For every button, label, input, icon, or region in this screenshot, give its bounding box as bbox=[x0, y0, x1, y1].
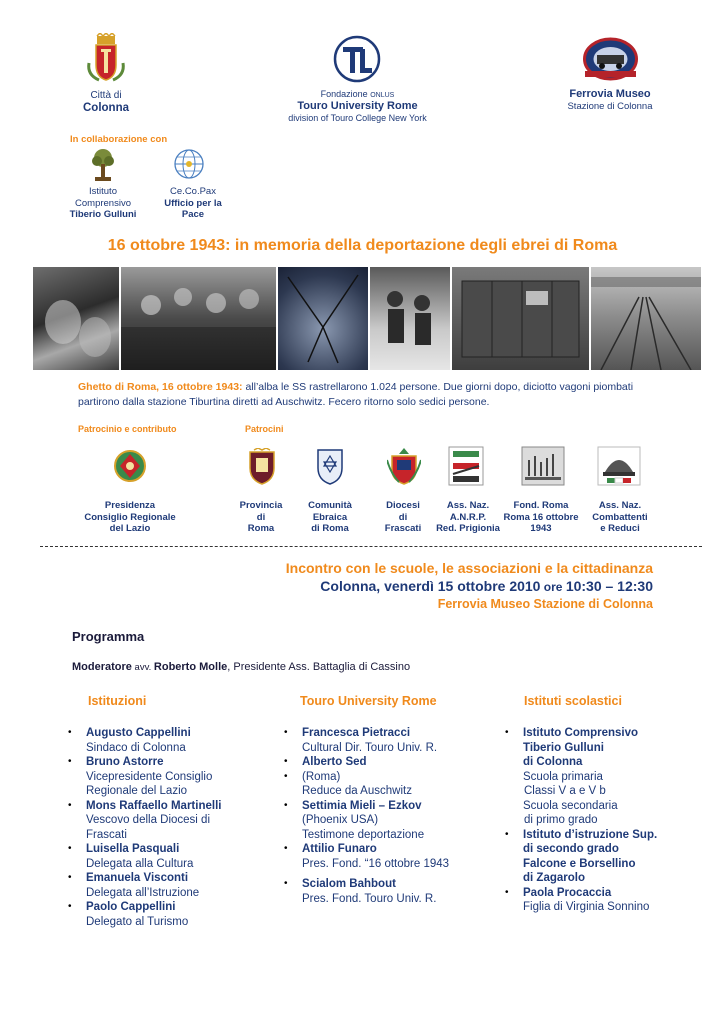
person-name: Paolo Cappellini bbox=[86, 901, 176, 913]
school-name: Tiberio Gulluni bbox=[523, 741, 604, 754]
patrocinio-label: Patrocinio e contributo bbox=[78, 424, 177, 434]
diocesi-crest-icon bbox=[387, 448, 419, 486]
person-role: Pres. Fond. “16 ottobre 1943 bbox=[302, 857, 450, 870]
citta-name: Colonna bbox=[83, 102, 129, 114]
page-title: 16 ottobre 1943: in memoria della deportazione degli ebrei di Roma bbox=[107, 237, 618, 254]
school-detail: Scuola primaria bbox=[523, 770, 603, 783]
bullet-icon: • bbox=[68, 872, 72, 883]
list-item bbox=[68, 871, 268, 900]
bullet-icon: • bbox=[284, 727, 288, 738]
list-item bbox=[284, 755, 484, 770]
divider bbox=[40, 546, 702, 547]
caption-line: Presidenza bbox=[104, 500, 156, 511]
list-item bbox=[505, 886, 705, 915]
person-role: Cultural Dir. Touro Univ. R. bbox=[302, 741, 438, 754]
caption-line: Ass. Naz. bbox=[598, 500, 642, 511]
moderatore-line bbox=[72, 661, 410, 673]
caption-line: Ass. Naz. bbox=[446, 500, 490, 511]
bullet-icon: • bbox=[68, 901, 72, 912]
person-role: Delegata alla Cultura bbox=[86, 857, 194, 870]
list-item bbox=[68, 799, 268, 843]
intro-paragraph bbox=[78, 380, 678, 410]
istituto-l3: Tiberio Gulluni bbox=[69, 209, 137, 220]
caption-anrp bbox=[432, 500, 504, 535]
caption-line: Roma bbox=[247, 523, 275, 534]
collab-label: In collaborazione con bbox=[70, 134, 168, 145]
person-role: Frascati bbox=[86, 828, 127, 841]
person-role: Testimone deportazione bbox=[302, 828, 425, 841]
person-name: Scialom Bahbout bbox=[302, 878, 396, 890]
caption-diocesi bbox=[370, 500, 436, 535]
caption-line: Diocesi bbox=[386, 500, 420, 511]
bullet-icon: • bbox=[68, 799, 72, 811]
cecopax-l1: Ce.Co.Pax bbox=[170, 186, 216, 197]
programma-label: Programma bbox=[72, 629, 145, 644]
intro-line1: all’alba le SS rastrellarono 1.024 persone. Due giorni dopo, diciotto vagoni piombati bbox=[242, 381, 634, 393]
person-name: Bruno Astorre bbox=[86, 756, 164, 768]
caption-line: Consiglio Regionale bbox=[84, 511, 176, 523]
caption-line: Frascati bbox=[384, 523, 422, 534]
cecopax-l3: Pace bbox=[181, 209, 205, 220]
photo-tree bbox=[278, 267, 368, 370]
bullet-icon: • bbox=[505, 727, 509, 738]
lazio-emblem-icon bbox=[113, 448, 145, 486]
caption-line: Red. Prigionia bbox=[436, 523, 500, 534]
person-name: Mons Raffaello Martinelli bbox=[86, 799, 222, 812]
caption-line: di Roma bbox=[311, 523, 349, 534]
photo-strip bbox=[33, 267, 701, 370]
caption-line: Provincia bbox=[239, 500, 283, 511]
list-touro bbox=[284, 726, 484, 906]
tree-logo-icon bbox=[90, 148, 116, 182]
bullet-icon: • bbox=[505, 886, 509, 898]
person-role: Sindaco di Colonna bbox=[86, 741, 186, 754]
photo-children bbox=[33, 267, 119, 370]
school-name: Falcone e Borsellino bbox=[523, 857, 636, 870]
cecopax-caption bbox=[150, 186, 236, 221]
person-role: Vescovo della Diocesi di bbox=[86, 814, 211, 826]
person-name: Luisella Pasquali bbox=[86, 843, 180, 855]
list-item bbox=[68, 755, 268, 799]
caption-fond-roma bbox=[500, 500, 582, 535]
person-role: Delegata all’Istruzione bbox=[86, 886, 200, 899]
caption-line: di bbox=[256, 511, 266, 523]
school-name: Istituto d’istruzione Sup. bbox=[523, 828, 658, 841]
patrocini-label: Patrocini bbox=[245, 424, 284, 434]
person-role: Delegato al Turismo bbox=[86, 915, 189, 928]
list-item bbox=[68, 842, 268, 871]
colonna-crest-icon bbox=[85, 33, 127, 83]
intro-lead: Ghetto di Roma, 16 ottobre 1943: bbox=[78, 381, 243, 393]
bullet-icon: • bbox=[68, 756, 72, 767]
list-item bbox=[284, 842, 484, 871]
caption-line: Roma 16 ottobre bbox=[503, 511, 579, 523]
event-heading: Incontro con le scuole, le associazioni e la cittadinanza bbox=[285, 560, 653, 576]
person-name: Attilio Funaro bbox=[302, 843, 377, 855]
list-item bbox=[505, 726, 705, 828]
touro-name: Touro University Rome bbox=[297, 100, 418, 112]
list-istituzioni bbox=[68, 726, 268, 929]
bullet-icon: • bbox=[68, 727, 72, 738]
list-item bbox=[284, 726, 484, 755]
list-item bbox=[284, 799, 484, 843]
caption-line: Comunità bbox=[308, 500, 352, 511]
person-name: Francesca Pietracci bbox=[302, 727, 411, 739]
caption-line: Combattenti bbox=[592, 511, 648, 523]
col-heading-touro: Touro University Rome bbox=[300, 694, 437, 708]
person-role: Regionale del Lazio bbox=[86, 785, 188, 797]
event-venue: Ferrovia Museo Stazione di Colonna bbox=[437, 597, 653, 611]
school-name: di secondo grado bbox=[523, 843, 619, 855]
person-name: Paola Procaccia bbox=[523, 886, 612, 899]
bullet-icon: • bbox=[284, 756, 288, 767]
ferrovia-name: Ferrovia Museo bbox=[569, 88, 651, 100]
list-item bbox=[68, 900, 268, 929]
caption-line: di bbox=[398, 511, 408, 523]
school-detail: di primo grado bbox=[524, 814, 598, 826]
event-ore: ore bbox=[540, 580, 566, 594]
moderatore-name: Roberto Molle bbox=[153, 661, 228, 673]
person-name: Settimia Mieli – Ezkov bbox=[302, 799, 422, 812]
list-item bbox=[284, 770, 484, 799]
caption-line: del Lazio bbox=[109, 523, 151, 534]
photo-crowd bbox=[121, 267, 276, 370]
list-item bbox=[68, 726, 268, 755]
moderatore-label: Moderatore bbox=[72, 661, 132, 673]
caption-combattenti bbox=[584, 500, 656, 535]
person-role: Reduce da Auschwitz bbox=[302, 785, 412, 797]
person-role: (Roma) bbox=[302, 770, 341, 783]
caption-presidenza bbox=[70, 500, 190, 535]
col-heading-istituzioni: Istituzioni bbox=[88, 694, 147, 708]
touro-logo-icon bbox=[333, 35, 381, 83]
photo-deportees bbox=[370, 267, 450, 370]
event-time: 10:30 – 12:30 bbox=[565, 578, 653, 594]
event-date-line bbox=[320, 578, 653, 594]
bullet-icon: • bbox=[505, 828, 509, 840]
caption-provincia bbox=[228, 500, 294, 535]
photo-rails bbox=[591, 267, 701, 370]
bullet-icon: • bbox=[68, 843, 72, 854]
caption-line: Fond. Roma bbox=[513, 500, 569, 511]
bullet-icon: • bbox=[284, 770, 288, 782]
anrp-logo-icon bbox=[448, 446, 484, 486]
person-name: Augusto Cappellini bbox=[86, 727, 191, 739]
person-role: Vicepresidente Consiglio bbox=[86, 770, 213, 783]
moderatore-avv: avv. bbox=[131, 662, 154, 673]
citta-label: Città di bbox=[90, 90, 122, 101]
person-role: Figlia di Virginia Sonnino bbox=[523, 901, 650, 913]
school-detail: Classi V a e V b bbox=[524, 785, 606, 797]
istituto-caption bbox=[60, 186, 146, 221]
istituto-l2: Comprensivo bbox=[75, 197, 131, 209]
list-scolastici bbox=[505, 726, 705, 915]
event-date: Colonna, venerdì 15 ottobre 2010 bbox=[320, 578, 541, 594]
list-item bbox=[505, 828, 705, 886]
school-name: Istituto Comprensivo bbox=[523, 727, 639, 739]
istituto-l1: Istituto bbox=[89, 186, 117, 197]
person-role: (Phoenix USA) bbox=[302, 814, 379, 826]
school-name: di Zagarolo bbox=[523, 872, 585, 884]
provincia-crest-icon bbox=[246, 448, 278, 486]
person-role: Pres. Fond. Touro Univ. R. bbox=[302, 892, 437, 905]
globe-logo-icon bbox=[172, 148, 206, 180]
fond-label: Fondazione bbox=[320, 89, 368, 99]
person-name: Emanuela Visconti bbox=[86, 872, 189, 884]
comunita-crest-icon bbox=[314, 446, 346, 484]
caption-line: Ebraica bbox=[312, 511, 348, 523]
bullet-icon: • bbox=[284, 799, 288, 811]
moderatore-role: , Presidente Ass. Battaglia di Cassino bbox=[227, 661, 411, 673]
caption-line: 1943 bbox=[530, 523, 552, 534]
list-item bbox=[284, 877, 484, 906]
school-name: di Colonna bbox=[523, 756, 583, 768]
caption-comunita bbox=[297, 500, 363, 535]
touro-division: division of Touro College New York bbox=[288, 113, 427, 123]
ferrovia-museo-logo-icon bbox=[583, 37, 638, 81]
person-name: Alberto Sed bbox=[302, 756, 367, 768]
onlus-label: ONLUS bbox=[370, 92, 395, 99]
caption-line: A.N.R.P. bbox=[449, 511, 487, 523]
bullet-icon: • bbox=[284, 843, 288, 854]
intro-line2: partirono dalla stazione Tiburtina diretti ad Auschwitz. Fecero ritorno solo sedici persone. bbox=[78, 396, 490, 408]
bullet-icon: • bbox=[284, 878, 288, 889]
col-heading-scolastici: Istituti scolastici bbox=[524, 694, 622, 708]
fond-line bbox=[250, 89, 465, 99]
combattenti-logo-icon bbox=[597, 446, 641, 486]
cecopax-l2: Ufficio per la bbox=[164, 197, 222, 209]
school-detail: Scuola secondaria bbox=[523, 799, 618, 812]
fond-roma-logo-icon bbox=[521, 446, 565, 486]
caption-line: e Reduci bbox=[600, 523, 640, 534]
photo-wagon bbox=[452, 267, 589, 370]
ferrovia-sub: Stazione di Colonna bbox=[567, 101, 653, 112]
